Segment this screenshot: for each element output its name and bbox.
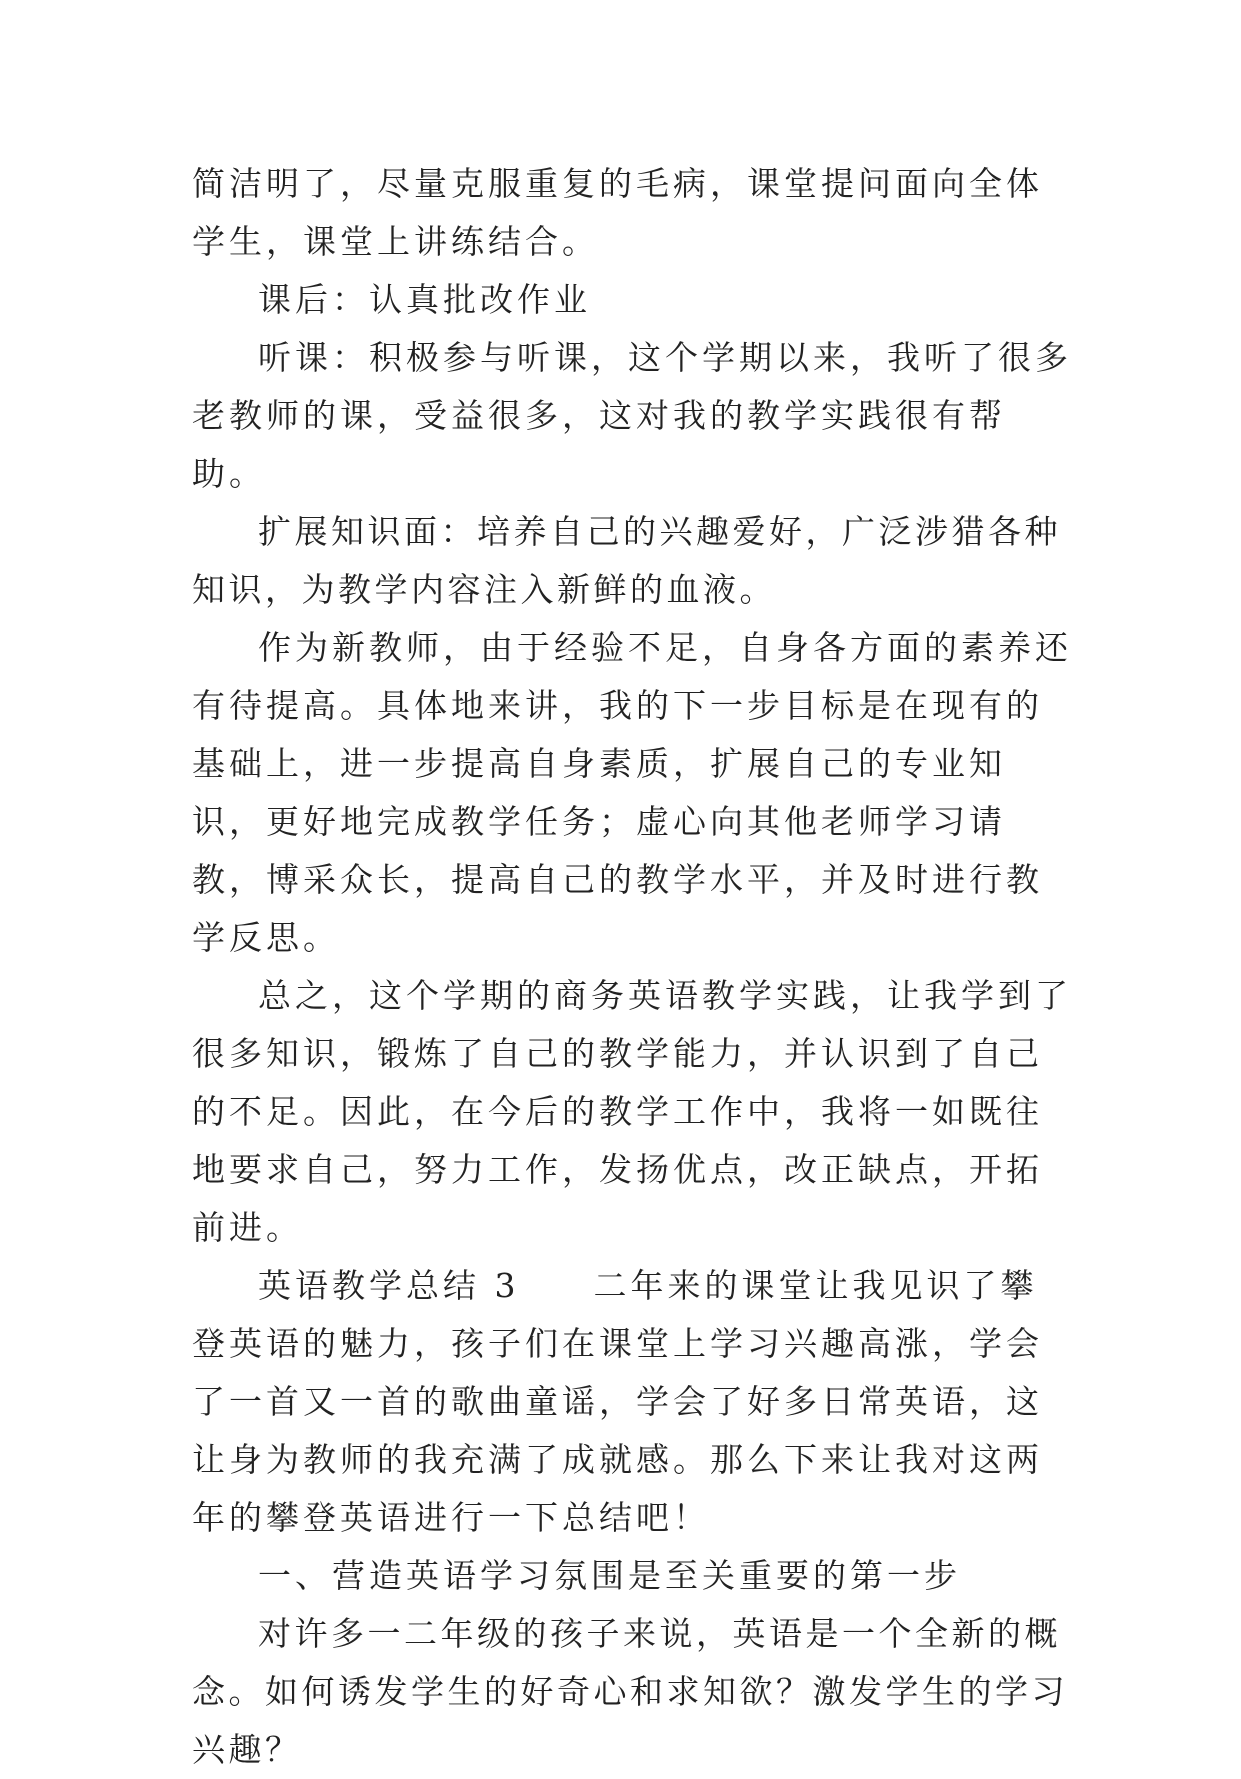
- paragraph-new-teacher: 作为新教师，由于经验不足，自身各方面的素养还有待提高。具体地来讲，我的下一步目标是在现有的基础上，进一步提高自身素质，扩展自己的专业知识，更好地完成教学任务；虚心向其他老师学习请教，博采众长，提高自己的教学水平，并及时进行教学反思。: [192, 628, 1072, 957]
- paragraph-observing-classes: 听课：积极参与听课，这个学期以来，我听了很多老教师的课，受益很多，这对我的教学实践很有帮助。: [192, 338, 1072, 493]
- paragraph-summary: 总之，这个学期的商务英语教学实践，让我学到了很多知识，锻炼了自己的教学能力，并认识到了自己的不足。因此，在今后的教学工作中，我将一如既往地要求自己，努力工作，发扬优点，改正缺点，开拓前进。: [192, 976, 1072, 1247]
- paragraph-after-class: 课后：认真批改作业: [258, 280, 591, 319]
- document-body: [192, 155, 1072, 1779]
- paragraph-continuation: 简洁明了，尽量克服重复的毛病，课堂提问面向全体学生，课堂上讲练结合。: [192, 164, 1043, 261]
- paragraph-expand-knowledge: 扩展知识面：培养自己的兴趣爱好，广泛涉猎各种知识，为教学内容注入新鲜的血液。: [192, 512, 1061, 609]
- paragraph-young-learners: 对许多一二年级的孩子来说，英语是一个全新的概念。如何诱发学生的好奇心和求知欲？激发学生的学习兴趣？: [192, 1614, 1068, 1769]
- section-heading-1: 一、营造英语学习氛围是至关重要的第一步: [258, 1556, 961, 1595]
- paragraph-summary-3: 英语教学总结 3 二年来的课堂让我见识了攀登英语的魅力，孩子们在课堂上学习兴趣高涨，学会了一首又一首的歌曲童谣，学会了好多日常英语，这让身为教师的我充满了成就感。那么下来让我对这两年的攀登英语进行一下总结吧！: [192, 1266, 1043, 1537]
